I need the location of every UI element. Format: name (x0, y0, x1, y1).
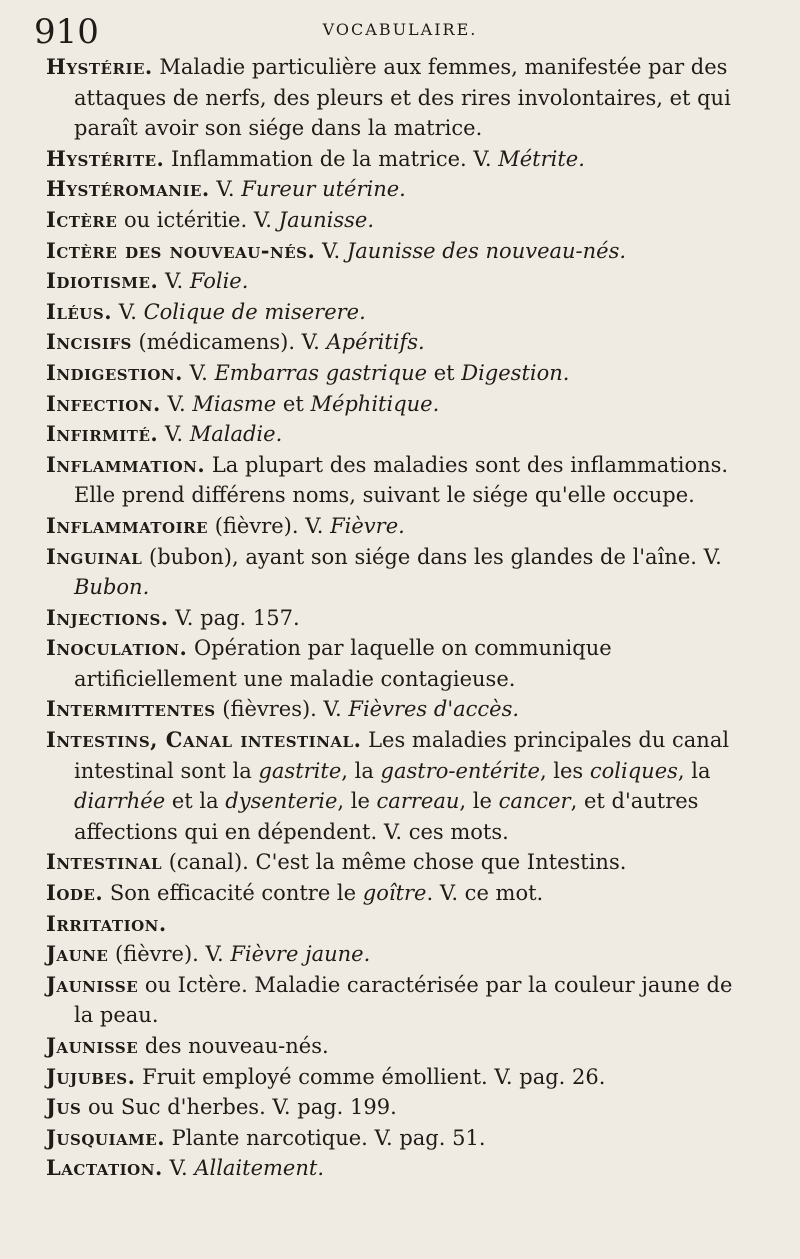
entry-headword: Jus (46, 1094, 82, 1120)
entry-headword: Intestins, Canal intestinal. (46, 727, 362, 753)
entry-headword: Inflammation. (46, 451, 206, 477)
entry-headword: Inoculation. (46, 635, 188, 661)
entry-headword: Intestinal (46, 849, 163, 875)
entry-jaune (46, 939, 746, 970)
entry-text: . V. ce mot. (426, 881, 544, 906)
entry-headword: Hystéromanie. (46, 176, 210, 202)
entry-ictere (46, 205, 746, 236)
entry-jaunisse-nouveau-nes (46, 1031, 746, 1062)
entry-text: Opération par laquelle on communique artificiellement une maladie contagieuse. (74, 636, 612, 691)
entry-headword: Jaunisse (46, 971, 139, 997)
entry-incisifs (46, 327, 746, 358)
entry-reference: Miasme (192, 391, 277, 416)
entry-reference: gastrite (258, 758, 342, 783)
entry-headword: Ictère (46, 206, 118, 232)
entry-inoculation (46, 633, 746, 694)
entry-lactation (46, 1153, 746, 1184)
entry-text: , le (459, 789, 499, 814)
entry-jus (46, 1092, 746, 1123)
entry-reference: Bubon. (74, 575, 150, 600)
entry-infirmite (46, 419, 746, 450)
entry-hysteromanie (46, 174, 746, 205)
entry-headword: Injections. (46, 604, 169, 630)
entry-text: (fièvre). V. (208, 513, 331, 538)
entry-text: V. (112, 299, 144, 324)
entry-hysterite (46, 144, 746, 175)
entry-inflammation (46, 450, 746, 511)
entry-text: La plupart des maladies sont des inflammations. Elle prend différens noms, suivant le siége qu'elle occupe. (74, 452, 729, 508)
entry-headword: Hystérite. (46, 145, 165, 171)
entry-reference: Apéritifs. (326, 330, 425, 355)
entry-reference: cancer (498, 789, 571, 814)
entry-text: Les maladies principales du canal intestinal sont la (74, 728, 730, 783)
entry-reference: Métrite. (498, 146, 585, 171)
entry-text: , et d'autres affections qui en dépendent. V. ces mots. (74, 789, 699, 844)
entry-reference: Digestion. (461, 360, 570, 385)
entry-headword: Jusquiame. (46, 1124, 165, 1150)
entry-reference: Maladie. (189, 422, 283, 447)
entry-text: V. (209, 177, 242, 202)
entry-text: , le (337, 789, 377, 814)
entry-jujubes (46, 1062, 746, 1093)
entry-text: Maladie particulière aux femmes, manifestée par des attaques de nerfs, des pleurs et des rires involontaires, et qui paraît avoir son siége dans la matrice. (74, 55, 731, 141)
entry-indigestion (46, 358, 746, 389)
entry-reference: gastro-entérite (380, 758, 540, 783)
entry-reference: Méphitique. (310, 391, 440, 416)
entry-text: V. (162, 1156, 195, 1181)
entry-reference: Fièvre jaune. (230, 942, 371, 967)
entry-headword: Jujubes. (46, 1063, 136, 1089)
entry-reference: Fureur utérine. (241, 177, 406, 202)
entry-text: (médicamens). V. (131, 330, 327, 355)
entry-reference: carreau (376, 789, 460, 814)
entry-jusquiame (46, 1123, 746, 1154)
entry-text: et (276, 391, 311, 416)
entry-infection (46, 389, 746, 420)
entry-headword: Incisifs (46, 329, 132, 355)
entry-ictere-nouveau-nes (46, 236, 746, 267)
entry-text: (fièvres). V. (215, 697, 349, 722)
entry-headword: Indigestion. (46, 359, 183, 385)
entry-reference: coliques (589, 758, 678, 783)
entry-text: V. (158, 269, 190, 294)
entry-iode (46, 878, 746, 909)
entry-intermittentes (46, 694, 746, 725)
entry-intestins (46, 725, 746, 847)
entry-ileus (46, 297, 746, 328)
entry-text: , les (539, 758, 590, 783)
entry-jaunisse (46, 970, 746, 1031)
entry-text: Son efficacité contre le (103, 881, 363, 906)
entry-reference: Jaunisse. (278, 207, 375, 232)
entry-reference: Fièvres d'accès. (348, 697, 520, 722)
entry-headword: Ictère des nouveau-nés. (46, 237, 316, 263)
entry-headword: Jaune (46, 941, 109, 967)
entry-headword: Iléus. (46, 298, 113, 324)
entry-text: V. (315, 238, 347, 263)
entry-headword: Inguinal (46, 543, 143, 569)
entry-text: (fièvre). V. (108, 942, 231, 967)
entry-reference: Colique de miserere. (143, 299, 366, 324)
entry-text: ou Suc d'herbes. V. pag. 199. (81, 1095, 397, 1120)
entry-text: ou Ictère. Maladie caractérisée par la couleur jaune de la peau. (74, 972, 733, 1028)
entry-text: et (427, 360, 462, 385)
entry-reference: diarrhée (74, 789, 166, 814)
entry-inflammatoire (46, 511, 746, 542)
entry-reference: Embarras gastrique (214, 360, 428, 385)
entry-reference: dysenterie (225, 789, 338, 814)
entry-reference: goître (362, 881, 427, 906)
entry-reference: Jaunisse des nouveau-nés. (346, 238, 627, 263)
entry-headword: Lactation. (46, 1155, 163, 1181)
entry-intestinal (46, 847, 746, 878)
entry-text: (bubon), ayant son siége dans les glandes de l'aîne. V. (142, 544, 722, 569)
entry-headword: Inflammatoire (46, 512, 209, 538)
entry-injections (46, 603, 746, 634)
entry-headword: Irritation. (46, 910, 167, 936)
entry-headword: Hystérie. (46, 54, 153, 79)
entry-text: des nouveau-nés. (138, 1034, 329, 1058)
entry-irritation (46, 909, 746, 940)
entry-headword: Infection. (46, 390, 161, 416)
vocabulary-entries (46, 52, 746, 1184)
entry-text: Fruit employé comme émollient. V. pag. 26. (135, 1064, 606, 1089)
entry-text: Plante narcotique. V. pag. 51. (165, 1125, 486, 1150)
entry-text: V. pag. 157. (168, 605, 300, 630)
entry-reference: Allaitement. (194, 1156, 324, 1181)
running-head: VOCABULAIRE. (322, 20, 478, 39)
entry-headword: Intermittentes (46, 696, 216, 722)
entry-headword: Idiotisme. (46, 268, 159, 294)
entry-headword: Jaunisse (46, 1033, 139, 1058)
entry-idiotisme (46, 266, 746, 297)
entry-text: Inflammation de la matrice. V. (164, 146, 499, 171)
entry-text: V. (182, 360, 215, 385)
entry-text: V. (158, 422, 190, 447)
entry-reference: Folie. (189, 269, 249, 294)
entry-text: ou ictéritie. V. (117, 207, 279, 232)
entry-text: , la (677, 758, 711, 783)
entry-text: V. (160, 391, 193, 416)
entry-hysterie (46, 52, 746, 144)
entry-reference: Fièvre. (330, 513, 405, 538)
page-number: 910 (34, 12, 99, 52)
entry-headword: Infirmité. (46, 421, 159, 447)
entry-headword: Iode. (46, 880, 104, 906)
entry-text: et la (165, 789, 226, 814)
entry-inguinal (46, 542, 746, 603)
page-header (30, 14, 770, 50)
entry-text: , la (341, 758, 381, 783)
entry-text: (canal). C'est la même chose que Intestins. (162, 850, 627, 875)
